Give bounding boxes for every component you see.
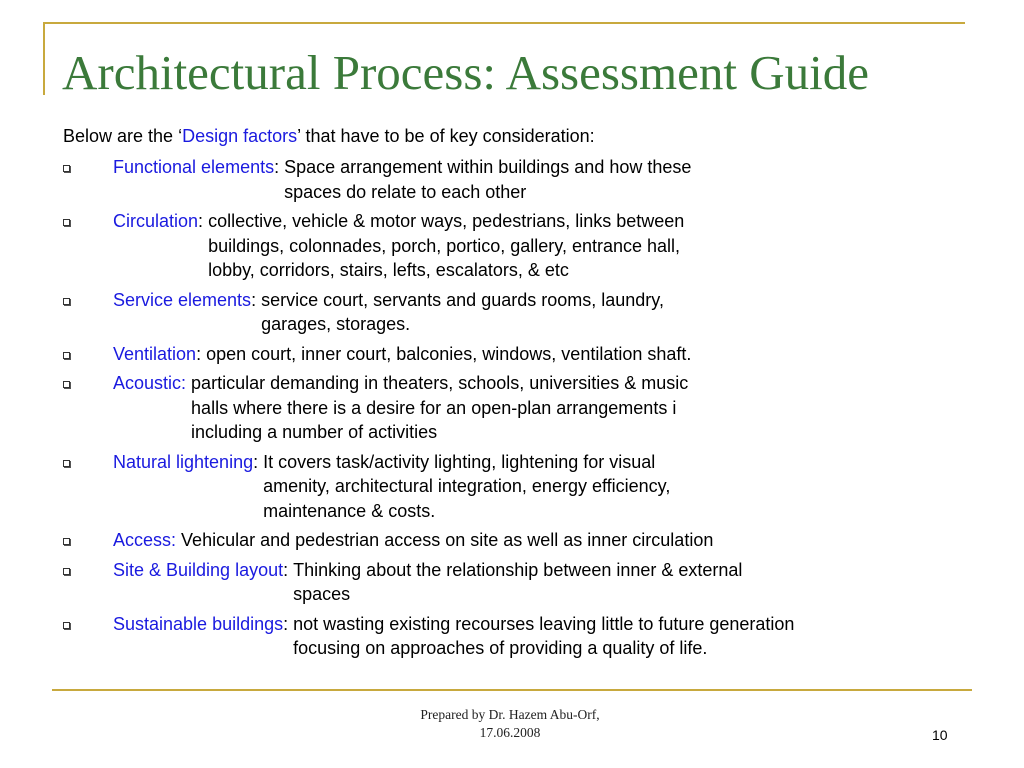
intro-highlight: Design factors xyxy=(182,126,298,146)
description-line: Thinking about the relationship between inner & external xyxy=(293,559,743,580)
factor-description xyxy=(263,450,670,524)
factor-description xyxy=(293,558,742,607)
hollow-square-bullet-icon xyxy=(63,209,113,226)
design-factor-list xyxy=(63,155,1003,661)
description-line: Space arrangement within buildings and how these xyxy=(284,157,692,177)
description-line: spaces xyxy=(293,584,351,604)
factor-term: Sustainable buildings xyxy=(113,613,284,634)
factor-item xyxy=(63,450,1003,524)
factor-text xyxy=(113,558,742,607)
description-line: Vehicular and pedestrian access on site as well as inner circulation xyxy=(181,530,714,550)
factor-separator: : xyxy=(274,157,280,177)
factor-description xyxy=(181,528,713,553)
intro-after: ’ that have to be of key consideration: xyxy=(297,126,595,146)
hollow-square-bullet-icon xyxy=(63,288,113,305)
factor-description xyxy=(293,612,794,661)
factor-term: Service elements xyxy=(113,289,252,310)
hollow-square-bullet-icon xyxy=(63,558,113,575)
hollow-square-bullet-icon xyxy=(63,528,113,545)
factor-item xyxy=(63,155,1003,204)
factor-text xyxy=(113,209,684,283)
hollow-square-bullet-icon xyxy=(63,371,113,388)
factor-separator: : xyxy=(283,613,289,634)
factor-text xyxy=(113,371,688,445)
description-line: lobby, corridors, stairs, lefts, escalators, & etc xyxy=(208,260,569,280)
factor-term: Acoustic: xyxy=(113,373,187,393)
hollow-square-bullet-icon xyxy=(63,612,113,629)
footer-date: 17.06.2008 xyxy=(479,725,541,740)
factor-text xyxy=(113,155,691,204)
footer-rule xyxy=(52,689,972,691)
description-line: including a number of activities xyxy=(191,422,438,442)
description-line: collective, vehicle & motor ways, pedestrians, links between xyxy=(208,211,685,231)
factor-description xyxy=(206,342,691,367)
slide-title: Architectural Process: Assessment Guide xyxy=(62,45,869,100)
factor-separator: : xyxy=(253,451,259,472)
factor-separator: : xyxy=(283,559,289,580)
factor-item xyxy=(63,209,1003,283)
description-line: particular demanding in theaters, schools, universities & music xyxy=(191,373,689,393)
description-line: halls where there is a desire for an open-plan arrangements i xyxy=(191,397,677,418)
hollow-square-bullet-icon xyxy=(63,450,113,467)
description-line: garages, storages. xyxy=(261,314,411,334)
footer-author: Prepared by Dr. Hazem Abu-Orf, xyxy=(420,707,600,722)
title-frame-left-rule xyxy=(43,22,45,95)
factor-item xyxy=(63,288,1003,337)
factor-item xyxy=(63,612,1003,661)
factor-term: Ventilation xyxy=(113,343,197,364)
description-line: spaces do relate to each other xyxy=(284,181,527,202)
factor-item xyxy=(63,558,1003,607)
description-line: buildings, colonnades, porch, portico, gallery, entrance hall, xyxy=(208,235,681,256)
factor-item xyxy=(63,342,1003,367)
factor-separator: : xyxy=(198,211,204,231)
factor-description xyxy=(208,209,684,283)
factor-term: Circulation xyxy=(113,211,199,231)
description-line: focusing on approaches of providing a quality of life. xyxy=(293,638,708,658)
factor-separator: : xyxy=(251,289,257,310)
description-line: amenity, architectural integration, energy efficiency, xyxy=(263,476,671,496)
description-line: maintenance & costs. xyxy=(263,500,436,521)
description-line: open court, inner court, balconies, windows, ventilation shaft. xyxy=(206,343,692,364)
factor-term: Natural lightening xyxy=(113,451,254,472)
factor-text xyxy=(113,342,691,367)
factor-text xyxy=(113,612,794,661)
factor-text xyxy=(113,528,713,553)
factor-term: Functional elements xyxy=(113,157,275,177)
factor-description xyxy=(261,288,664,337)
factor-description xyxy=(191,371,688,445)
factor-description xyxy=(284,155,691,204)
hollow-square-bullet-icon xyxy=(63,342,113,359)
page-number: 10 xyxy=(932,727,948,743)
hollow-square-bullet-icon xyxy=(63,155,113,172)
intro-text xyxy=(63,124,1003,149)
title-frame-top-rule xyxy=(43,22,965,24)
slide-body xyxy=(63,124,1003,666)
factor-term: Site & Building layout xyxy=(113,559,284,580)
factor-item xyxy=(63,528,1003,553)
description-line: not wasting existing recourses leaving little to future generation xyxy=(293,613,795,634)
intro-before: Below are the ‘ xyxy=(63,126,183,146)
factor-text xyxy=(113,450,670,524)
factor-term: Access: xyxy=(113,530,177,550)
footer-credit xyxy=(360,706,660,742)
factor-item xyxy=(63,371,1003,445)
factor-text xyxy=(113,288,664,337)
description-line: It covers task/activity lighting, lightening for visual xyxy=(263,451,656,472)
factor-separator: : xyxy=(196,343,202,364)
description-line: service court, servants and guards rooms, laundry, xyxy=(261,289,664,310)
